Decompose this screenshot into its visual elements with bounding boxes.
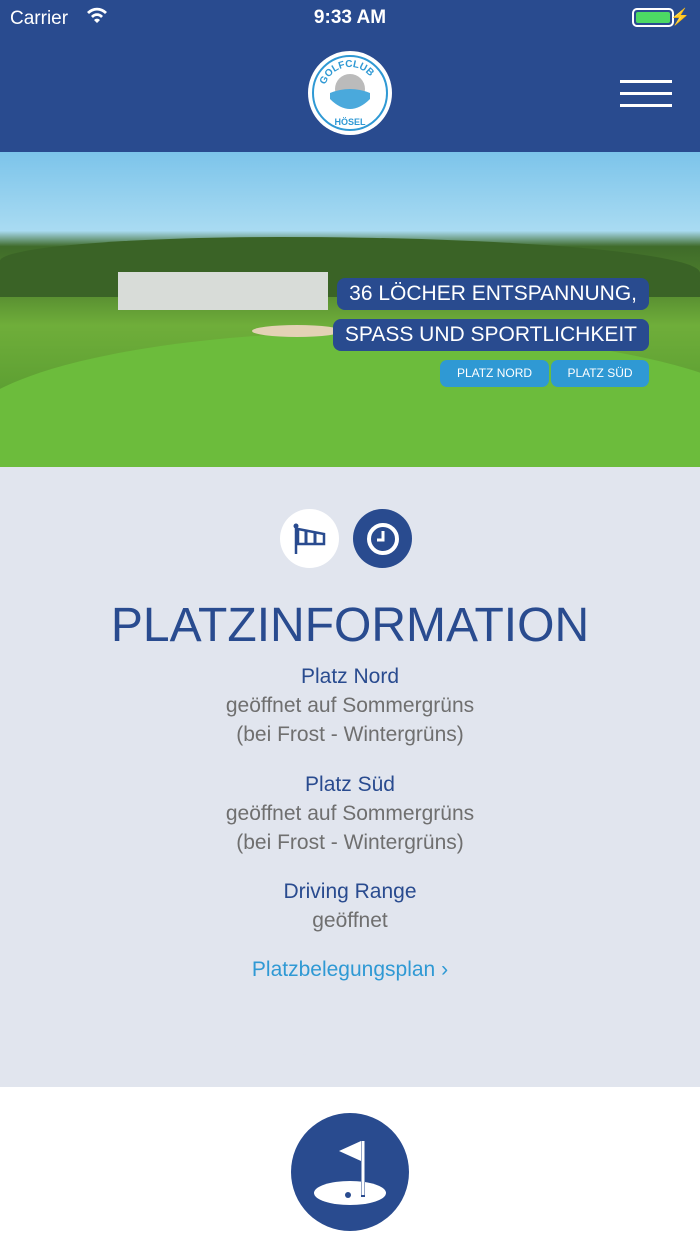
link-label: Platzbelegungsplan <box>251 958 436 981</box>
wave-divider <box>0 1020 700 1090</box>
course-nord <box>0 662 700 749</box>
hamburger-menu-icon[interactable] <box>620 80 672 108</box>
status-bar <box>0 0 700 36</box>
hero-headline-1: 36 LÖCHER ENTSPANNUNG, <box>337 278 649 310</box>
page-title: PLATZINFORMATION <box>110 599 590 652</box>
svg-text:GOLFCLUB: GOLFCLUB <box>317 58 376 87</box>
course-status: geöffnet <box>312 909 388 932</box>
clock: 9:33 AM <box>313 7 387 28</box>
windsock-icon <box>292 522 328 556</box>
course-status: geöffnet auf Sommergrüns <box>225 694 475 717</box>
carrier-label: Carrier <box>10 8 69 29</box>
driving-range <box>0 877 700 935</box>
battery-icon <box>632 8 674 27</box>
course-note: (bei Frost - Wintergrüns) <box>236 831 464 854</box>
hero-banner <box>0 152 700 467</box>
hero-headline-2: SPASS UND SPORTLICHKEIT <box>333 319 649 351</box>
course-note: (bei Frost - Wintergrüns) <box>236 723 464 746</box>
platzbelegungsplan-link[interactable] <box>0 958 700 982</box>
golf-flag-icon <box>291 1113 409 1231</box>
svg-text:HÖSEL: HÖSEL <box>334 117 366 127</box>
course-sued <box>0 770 700 857</box>
golf-flag-button[interactable] <box>291 1113 409 1231</box>
course-name: Platz Nord <box>300 665 400 688</box>
app-header <box>0 0 700 152</box>
course-status: geöffnet auf Sommergrüns <box>225 802 475 825</box>
course-name: Platz Süd <box>305 773 395 796</box>
clock-icon <box>366 522 400 556</box>
platz-nord-button[interactable]: PLATZ NORD <box>440 360 549 387</box>
wind-sock-button[interactable] <box>280 509 339 568</box>
platz-sued-button[interactable]: PLATZ SÜD <box>551 360 649 387</box>
charging-icon: ⚡ <box>670 9 690 26</box>
chevron-right-icon: › <box>441 958 449 981</box>
opening-hours-button[interactable] <box>353 509 412 568</box>
course-name: Driving Range <box>283 880 417 903</box>
club-logo[interactable] <box>308 51 392 135</box>
